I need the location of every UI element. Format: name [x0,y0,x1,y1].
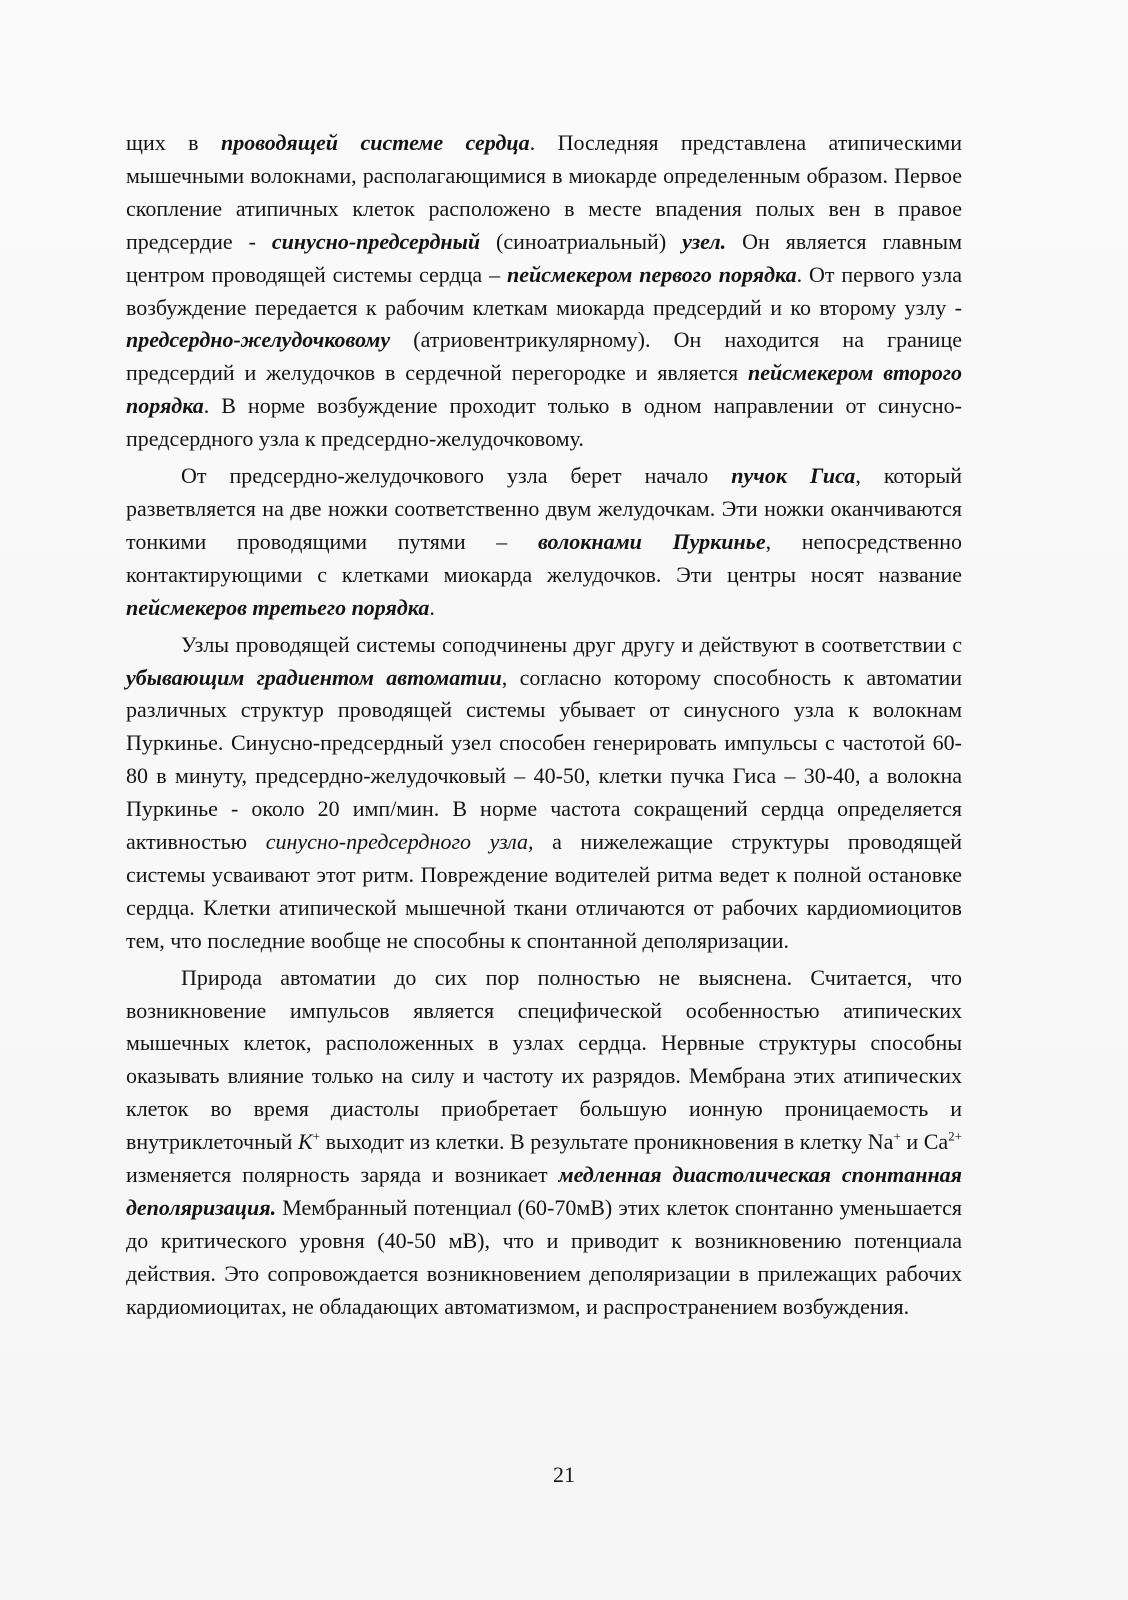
term-italic: синусно-предсердного узла, [265,829,534,855]
text-run: , который разветвляется на две ножки соответственно двум желудочкам. Эти ножки оканчиваются тонкими проводящими путями – [126,463,963,554]
term-italic: K [297,1129,313,1155]
text-run: (атриовентрикулярному). Он находится на границе предсердий и желудочков в сердечной перегородке и является [126,327,962,386]
text-run: . Последняя представлена атипическими мышечными волокнами, располагающимися в миокарде определенным образом. Первое скопление атипичных клеток расположено в месте впадения полых вен в правое предсердие - [126,130,962,254]
text-run: Он является главным центром проводящей системы сердца – [126,228,962,287]
paragraph [126,629,962,958]
text-run: . В норме возбуждение проходит только в одном направлении от синусно-предсердного узла к предсердно-желудочковому. [126,393,962,452]
paragraph [126,962,962,1324]
body-text [126,127,962,1324]
text-run: изменяется полярность заряда и возникает [126,1162,559,1188]
term-bold-italic: волокнами Пуркинье [537,528,766,554]
term-bold-italic: предсердно-желудочковому [126,327,391,353]
text-run: От предсердно-желудочкового узла берет начало [181,463,732,489]
term-bold-italic: узел. [682,228,727,254]
term-bold-italic: синусно-предсердный [271,228,481,254]
text-run: . [429,594,435,620]
text-run: щих в [126,130,221,155]
term-bold-italic: проводящей системе сердца [220,130,530,155]
superscript: + [893,1128,901,1144]
paragraph [126,460,962,625]
term-bold-italic: пейсмекером второго порядка [126,360,962,419]
paragraph [126,127,962,456]
text-run: Мембранный потенциал (60-70мВ) этих клеток спонтанно уменьшается до критического уровня (40-50 мВ), что и приводит к возникновению потенциала действия. Это сопровождается возникновением деполяризации в прилежащих рабочих кардиомиоцитах, не обладающих автоматизмом, и распространением возбуждения. [126,1195,962,1319]
text-run: Природа автоматии до сих пор полностью не выяснена. Считается, что возникновение импульсов является специфической особенностью атипических мышечных клеток, расположенных в узлах сердца. Нервные структуры способны оказывать влияние только на силу и частоту их разрядов. Мембрана этих атипических клеток во время диастолы приобретает большую ионную проницаемость и внутриклеточный [126,964,962,1155]
term-bold-italic: пейсмекеров третьего порядка [126,594,430,620]
term-bold-italic: убывающим градиентом автоматии [126,664,502,690]
superscript: 2+ [948,1128,962,1144]
superscript: + [312,1128,320,1144]
text-run: Узлы проводящей системы соподчинены друг другу и действуют в соответствии с [181,631,962,657]
text-run: (синоатриальный) [480,228,683,254]
text-run: , согласно которому способность к автоматии различных структур проводящей системы убывает от синусного узла к волокнам Пуркинье. Синусно-предсердный узел способен генерировать импульсы с частотой 60-80 в минуту, предсердно-желудочковый – 40-50, клетки пучка Гиса – 30-40, а волокна Пуркинье - около 20 имп/мин. В норме частота сокращений сердца определяется активностью [126,664,962,855]
term-bold-italic: пучок Гиса [731,463,856,489]
text-run: . От первого узла возбуждение передается к рабочим клеткам миокарда предсердий и ко второму узлу - [126,261,962,320]
term-bold-italic: медленная диастолическая спонтанная деполяризация. [126,1162,963,1220]
text-run: и Ca [900,1129,949,1155]
text-run: выходит из клетки. В результате проникновения в клетку Na [320,1129,894,1155]
term-bold-italic: пейсмекером первого порядка [507,261,797,287]
text-run: а нижележащие структуры проводящей системы усваивают этот ритм. Повреждение водителей ритма ведет к полной остановке сердца. Клетки атипической мышечной ткани отличаются от рабочих кардиомиоцитов тем, что последние вообще не способны к спонтанной деполяризации. [126,829,963,953]
page-number: 21 [553,1462,575,1487]
text-run: , непосредственно контактирующими с клетками миокарда желудочков. Эти центры носят название [126,528,963,587]
